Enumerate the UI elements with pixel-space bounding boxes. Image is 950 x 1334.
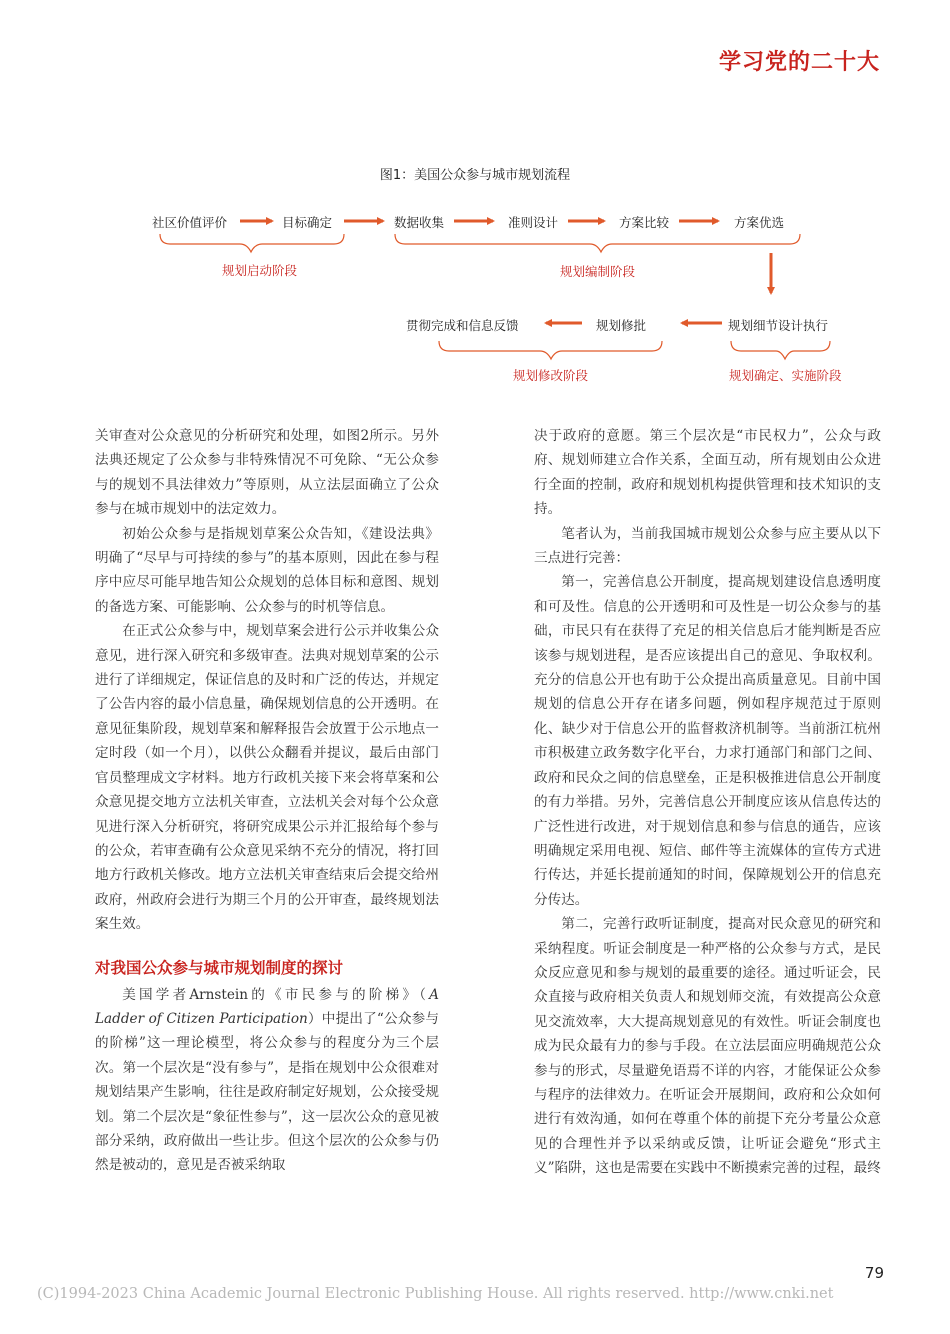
flow-node-detail-design: 规划细节设计执行 (728, 318, 829, 333)
paragraph: 笔者认为，当前我国城市规划公众参与应主要从以下三点进行完善： (534, 525, 881, 567)
stage-label-start: 规划启动阶段 (222, 263, 298, 278)
left-column (95, 424, 439, 1178)
paragraph: 初始公众参与是指规划草案公众告知，《建设法典》明确了“尽早与可持续的参与”的基本原则，因此在参与程序中应尽可能早地告知公众规划的总体目标和意图、规划的备选方案、可能影响、公众参与的时机等信息。 (95, 525, 439, 615)
section-heading: 对我国公众参与城市规划制度的探讨 (95, 958, 344, 977)
flowchart (0, 0, 950, 400)
stage-label-compile: 规划编制阶段 (560, 264, 636, 279)
right-column (534, 424, 881, 1181)
flow-node-data-collection: 数据收集 (394, 215, 445, 230)
stage-label-modify: 规划修改阶段 (513, 368, 589, 383)
flow-node-plan-revision: 规划修批 (596, 318, 647, 333)
paragraph: 决于政府的意愿。第三个层次是“市民权力”，公众与政府、规划师建立合作关系，全面互动，所有规划由公众进行全面的控制，政府和规划机构提供管理和技术知识的支持。 (534, 428, 881, 518)
stage-label-implement: 规划确定、实施阶段 (729, 368, 842, 383)
flowchart-connectors (0, 0, 950, 400)
text-span: 美国学者Arnstein的《市民参与的阶梯》（ (122, 986, 430, 1003)
flow-node-plan-selection: 方案优选 (734, 215, 785, 230)
paragraph: 关审查对公众意见的分析研究和处理，如图2所示。另外法典还规定了公众参与非特殊情况不可免除、“无公众参与的规划不具法律效力”等原则，从立法层面确立了公众参与在城市规划中的法定效力。 (95, 428, 439, 518)
english-title: A Ladder of Citizen Participation (95, 986, 439, 1027)
section-header-title: 学习党的二十大 (718, 49, 880, 75)
flow-node-community-value: 社区价值评价 (152, 215, 228, 230)
paragraph: 在正式公众参与中，规划草案会进行公示并收集公众意见，进行深入研究和多级审查。法典对规划草案的公示进行了详细规定，保证信息的及时和广泛的传达，并规定了公告内容的最小信息量，确保规划信息的公开透明。在意见征集阶段，规划草案和解释报告会放置于公示地点一定时段（如一个月），以供公众翻看并提议，最后由部门官员整理成文字材料。地方行政机关接下来会将草案和公众意见提交地方立法机关审查，立法机关会对每个公众意见进行深入分析研究，将研究成果公示并汇报给每个参与的公众，若审查确有公众意见采纳不充分的情况，将打回地方行政机关修改。地方立法机关审查结束后会提交给州政府，州政府会进行为期三个月的公开审查，最终规划法案生效。 (95, 623, 439, 933)
copyright-footer: (C)1994-2023 China Academic Journal Electronic Publishing House. All rights reserved. http://www.cnki.net (37, 1286, 834, 1302)
brace-compile (395, 234, 800, 252)
brace-implement (731, 341, 830, 359)
flow-node-criteria-design: 准则设计 (508, 215, 559, 230)
figure-caption: 图1：美国公众参与城市规划流程 (379, 168, 571, 183)
flow-node-feedback: 贯彻完成和信息反馈 (406, 318, 519, 333)
page-number: 79 (864, 1264, 884, 1282)
text-span: ）中提出了“公众参与的阶梯”这一理论模型，将公众参与的程度分为三个层次。第一个层次是“没有参与”，是指在规划中公众很难对规划结果产生影响，往往是政府制定好规划，公众接受规划。第二个层次是“象征性参与”，这一层次公众的意见被部分采纳，政府做出一些让步。但这个层次的公众参与仍然是被动的，意见是否被采纳取 (95, 1010, 439, 1174)
paragraph: 第一，完善信息公开制度，提高规划建设信息透明度和可及性。信息的公开透明和可及性是一切公众参与的基础，市民只有在获得了充足的相关信息后才能判断是否应该参与规划进程，是否应该提出自己的意见、争取权利。充分的信息公开也有助于公众提出高质量意见。目前中国规划的信息公开存在诸多问题，例如程序规范过于原则化、缺少对于信息公开的监督救济机制等。当前浙江杭州市积极建立政务数字化平台，力求打通部门和部门之间、政府和民众之间的信息壁垒，正是积极推进信息公开制度的有力举措。另外，完善信息公开制度应该从信息传达的广泛性进行改进，对于规划信息和参与信息的通告，应该明确规定采用电视、短信、邮件等主流媒体的宣传方式进行传达，并延长提前通知的时间，保障规划公开的信息充分传达。 (534, 574, 881, 908)
flow-node-goal-setting: 目标确定 (282, 215, 333, 230)
paragraph (95, 983, 439, 1178)
paragraph: 第二，完善行政听证制度，提高对民众意见的研究和采纳程度。听证会制度是一种严格的公众参与方式，是民众反应意见和参与规划的最重要的途径。通过听证会，民众直接与政府相关负责人和规划师交流，有效提高公众意见交流效率，大大提高规划意见的有效性。听证会制度也成为民众最有力的参与手段。在立法层面应明确规范公众参与的形式，尽量避免语焉不详的内容，才能保证公众参与程序的法律效力。在听证会开展期间，政府和公众如何进行有效沟通，如何在尊重个体的前提下充分考量公众意见的合理性并予以采纳或反馈，让听证会避免“形式主义”陷阱，这也是需要在实践中不断摸索完善的过程，最终 (534, 916, 881, 1177)
flow-node-plan-comparison: 方案比较 (619, 215, 670, 230)
brace-modify (439, 341, 662, 359)
brace-start (160, 234, 344, 252)
